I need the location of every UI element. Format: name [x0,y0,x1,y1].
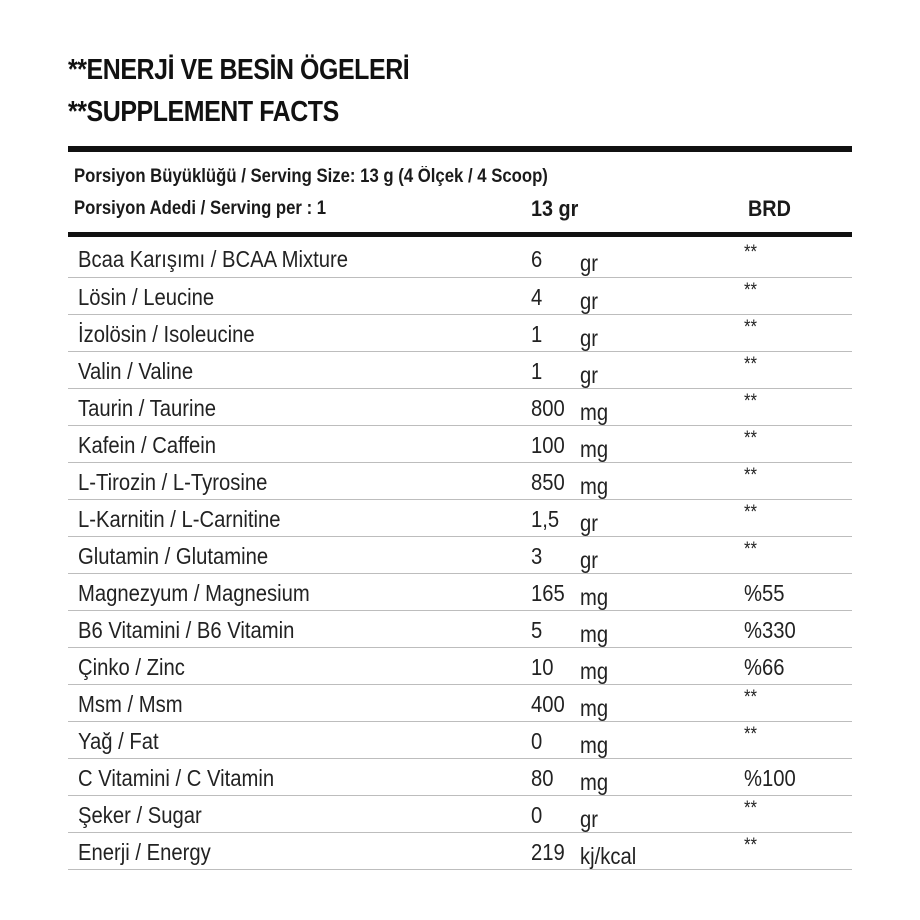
nutrient-brd: ** [744,317,758,338]
table-row [68,315,852,352]
nutrient-brd: ** [744,354,758,375]
nutrient-unit: gr [580,547,598,573]
table-row [68,796,852,833]
nutrient-unit: mg [580,399,609,425]
table-row [68,833,852,870]
table-row [68,426,852,463]
nutrient-brd: ** [744,428,758,449]
nutrient-amount: 80 [531,765,554,791]
nutrient-name: Yağ / Fat [78,728,159,754]
servings-per-container-label: Porsiyon Adedi / Serving per : 1 [74,198,327,219]
nutrient-name: Enerji / Energy [78,839,211,865]
nutrient-name: İzolösin / Isoleucine [78,321,255,347]
nutrient-name: Çinko / Zinc [78,654,185,680]
nutrient-brd: %100 [744,765,796,791]
nutrient-name: Msm / Msm [78,691,183,717]
nutrient-name: C Vitamini / C Vitamin [78,765,275,791]
nutrient-name: Glutamin / Glutamine [78,543,269,569]
brd-column-header: BRD [748,196,791,221]
nutrient-unit: gr [580,510,598,536]
nutrient-unit: gr [580,288,598,314]
nutrient-amount: 0 [531,728,543,754]
nutrient-rows [68,237,852,870]
nutrient-name: B6 Vitamini / B6 Vitamin [78,617,295,643]
serving-size-label: Porsiyon Büyüklüğü / Serving Size: 13 g (4 Ölçek / 4 Scoop) [74,166,548,187]
nutrient-unit: mg [580,621,609,647]
table-row [68,463,852,500]
nutrient-unit: mg [580,732,609,758]
amount-column-header: 13 gr [531,196,579,221]
nutrient-amount: 5 [531,617,543,643]
nutrient-brd: ** [744,835,758,856]
nutrient-amount: 0 [531,802,543,828]
nutrient-name: Kafein / Caffein [78,432,217,458]
nutrient-amount: 10 [531,654,554,680]
table-row [68,685,852,722]
nutrient-amount: 4 [531,284,543,310]
nutrient-unit: gr [580,325,598,351]
nutrient-amount: 219 [531,839,565,865]
nutrient-brd: ** [744,391,758,412]
nutrient-amount: 1 [531,321,543,347]
nutrient-amount: 400 [531,691,565,717]
supplement-facts-table [68,146,852,870]
table-row [68,611,852,648]
nutrient-unit: kj/kcal [580,843,637,869]
nutrient-name: L-Karnitin / L-Carnitine [78,506,281,532]
nutrient-amount: 1,5 [531,506,560,532]
nutrient-brd: ** [744,502,758,523]
table-row [68,352,852,389]
table-row [68,722,852,759]
nutrient-unit: mg [580,473,609,499]
nutrient-name: Magnezyum / Magnesium [78,580,310,606]
nutrient-brd: %55 [744,580,785,606]
table-row [68,759,852,796]
nutrient-name: Valin / Valine [78,358,194,384]
nutrient-brd: ** [744,798,758,819]
nutrient-name: Şeker / Sugar [78,802,202,828]
nutrient-name: Taurin / Taurine [78,395,217,421]
nutrient-unit: gr [580,362,598,388]
nutrient-unit: gr [580,806,598,832]
nutrient-brd: ** [744,242,758,263]
nutrient-amount: 6 [531,246,543,272]
title-english: **SUPPLEMENT FACTS [68,96,339,128]
nutrient-brd: ** [744,280,758,301]
nutrient-brd: ** [744,539,758,560]
nutrient-amount: 165 [531,580,565,606]
title-turkish: **ENERJİ VE BESİN ÖGELERİ [68,54,410,86]
table-row [68,537,852,574]
nutrient-amount: 1 [531,358,543,384]
table-row [68,648,852,685]
nutrient-amount: 800 [531,395,565,421]
nutrient-unit: mg [580,695,609,721]
nutrient-unit: mg [580,584,609,610]
nutrient-brd: ** [744,724,758,745]
table-row [68,389,852,426]
table-row [68,500,852,537]
nutrient-name: Bcaa Karışımı / BCAA Mixture [78,246,348,272]
nutrient-amount: 850 [531,469,565,495]
table-row [68,278,852,315]
nutrient-unit: gr [580,250,598,276]
nutrient-unit: mg [580,658,609,684]
nutrient-name: Lösin / Leucine [78,284,215,310]
nutrient-unit: mg [580,769,609,795]
nutrient-unit: mg [580,436,609,462]
table-row [68,574,852,611]
nutrient-brd: %330 [744,617,796,643]
nutrient-amount: 100 [531,432,565,458]
nutrient-name: L-Tirozin / L-Tyrosine [78,469,268,495]
serving-info [68,152,852,232]
table-row [68,237,852,278]
nutrient-amount: 3 [531,543,543,569]
nutrient-brd: %66 [744,654,785,680]
nutrient-brd: ** [744,687,758,708]
nutrient-brd: ** [744,465,758,486]
